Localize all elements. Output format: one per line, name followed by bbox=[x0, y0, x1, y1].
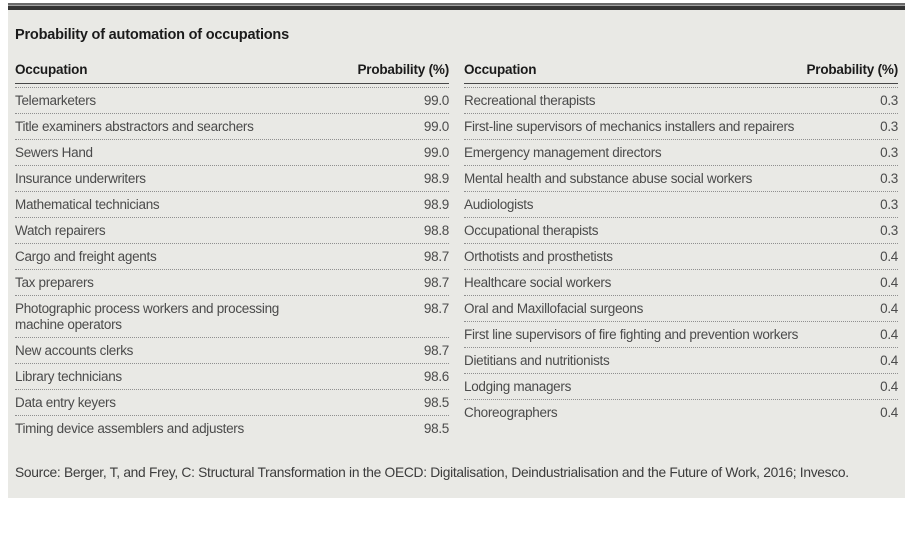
occupation-cell: Mathematical technicians bbox=[15, 196, 160, 212]
probability-cell: 99.0 bbox=[423, 118, 449, 134]
occupation-cell: Title examiners abstractors and searchers bbox=[15, 118, 254, 134]
occupation-cell: Data entry keyers bbox=[15, 394, 116, 410]
table-row bbox=[15, 192, 449, 218]
table-row bbox=[464, 400, 898, 425]
low-probability-table bbox=[464, 62, 898, 425]
occupation-cell: Timing device assemblers and adjusters bbox=[15, 420, 244, 436]
probability-cell: 0.3 bbox=[880, 222, 898, 238]
figure-title: Probability of automation of occupations bbox=[15, 27, 289, 43]
probability-cell: 0.3 bbox=[880, 196, 898, 212]
probability-cell: 98.9 bbox=[423, 170, 449, 186]
table-row bbox=[464, 140, 898, 166]
column-header-probability: Probability (%) bbox=[806, 62, 898, 77]
table-row bbox=[464, 88, 898, 114]
table-row bbox=[15, 244, 449, 270]
occupation-cell: Watch repairers bbox=[15, 222, 106, 238]
occupation-cell: Cargo and freight agents bbox=[15, 248, 157, 264]
probability-cell: 0.4 bbox=[880, 300, 898, 316]
probability-cell: 0.3 bbox=[880, 118, 898, 134]
table-rows bbox=[15, 87, 449, 441]
occupation-cell: New accounts clerks bbox=[15, 342, 134, 358]
table-row bbox=[464, 322, 898, 348]
table-row bbox=[15, 140, 449, 166]
probability-cell: 0.4 bbox=[880, 378, 898, 394]
probability-cell: 99.0 bbox=[423, 144, 449, 160]
table-rows bbox=[464, 87, 898, 425]
table-row bbox=[15, 296, 449, 338]
probability-cell: 99.0 bbox=[423, 92, 449, 108]
table-row bbox=[464, 374, 898, 400]
probability-cell: 0.3 bbox=[880, 170, 898, 186]
probability-cell: 98.7 bbox=[423, 274, 449, 290]
table-row bbox=[464, 166, 898, 192]
column-header-probability: Probability (%) bbox=[357, 62, 449, 77]
table-row bbox=[15, 88, 449, 114]
probability-cell: 0.4 bbox=[880, 274, 898, 290]
probability-cell: 0.4 bbox=[880, 352, 898, 368]
occupation-cell: Library technicians bbox=[15, 368, 122, 384]
occupation-cell: Mental health and substance abuse social workers bbox=[464, 170, 753, 186]
occupation-cell: Orthotists and prosthetists bbox=[464, 248, 613, 264]
probability-cell: 0.3 bbox=[880, 144, 898, 160]
occupation-cell: Oral and Maxillofacial surgeons bbox=[464, 300, 644, 316]
table-row bbox=[464, 296, 898, 322]
table-row bbox=[15, 166, 449, 192]
occupation-cell: Sewers Hand bbox=[15, 144, 93, 160]
occupation-cell: Emergency management directors bbox=[464, 144, 662, 160]
occupation-cell: Recreational therapists bbox=[464, 92, 596, 108]
occupation-cell: First line supervisors of fire fighting and prevention workers bbox=[464, 326, 799, 342]
occupation-cell: Healthcare social workers bbox=[464, 274, 612, 290]
occupation-cell: First-line supervisors of mechanics installers and repairers bbox=[464, 118, 795, 134]
table-row bbox=[464, 114, 898, 140]
table-header bbox=[464, 62, 898, 84]
occupation-cell: Telemarketers bbox=[15, 92, 96, 108]
probability-cell: 98.7 bbox=[423, 248, 449, 264]
probability-cell: 0.4 bbox=[880, 404, 898, 420]
table-header bbox=[15, 62, 449, 84]
table-row bbox=[464, 270, 898, 296]
probability-cell: 0.4 bbox=[880, 248, 898, 264]
table-row bbox=[15, 338, 449, 364]
tables-container bbox=[15, 62, 898, 441]
probability-cell: 98.7 bbox=[423, 342, 449, 358]
automation-probability-figure bbox=[8, 3, 905, 498]
probability-cell: 98.5 bbox=[423, 420, 449, 436]
column-header-occupation: Occupation bbox=[15, 62, 88, 77]
probability-cell: 98.7 bbox=[423, 300, 449, 316]
table-row bbox=[15, 114, 449, 140]
probability-cell: 98.6 bbox=[423, 368, 449, 384]
figure-body bbox=[8, 10, 905, 498]
high-probability-table bbox=[15, 62, 449, 441]
occupation-cell: Insurance underwriters bbox=[15, 170, 146, 186]
occupation-cell: Audiologists bbox=[464, 196, 534, 212]
table-row bbox=[15, 270, 449, 296]
probability-cell: 98.9 bbox=[423, 196, 449, 212]
table-row bbox=[15, 416, 449, 441]
probability-cell: 98.5 bbox=[423, 394, 449, 410]
occupation-cell: Tax preparers bbox=[15, 274, 94, 290]
probability-cell: 0.3 bbox=[880, 92, 898, 108]
table-row bbox=[464, 244, 898, 270]
table-row bbox=[464, 192, 898, 218]
table-row bbox=[15, 390, 449, 416]
probability-cell: 98.8 bbox=[423, 222, 449, 238]
source-note: Source: Berger, T, and Frey, C: Structural Transformation in the OECD: Digitalisation, Deindustrialisation and the Future of Work, 2016; Invesco. bbox=[15, 465, 849, 480]
table-row bbox=[15, 218, 449, 244]
top-rule bbox=[8, 3, 905, 10]
occupation-cell: Photographic process workers and processing machine operators bbox=[15, 300, 279, 332]
probability-cell: 0.4 bbox=[880, 326, 898, 342]
table-row bbox=[464, 348, 898, 374]
occupation-cell: Choreographers bbox=[464, 404, 558, 420]
occupation-cell: Dietitians and nutritionists bbox=[464, 352, 610, 368]
occupation-cell: Occupational therapists bbox=[464, 222, 599, 238]
column-header-occupation: Occupation bbox=[464, 62, 537, 77]
table-row bbox=[15, 364, 449, 390]
table-row bbox=[464, 218, 898, 244]
occupation-cell: Lodging managers bbox=[464, 378, 572, 394]
